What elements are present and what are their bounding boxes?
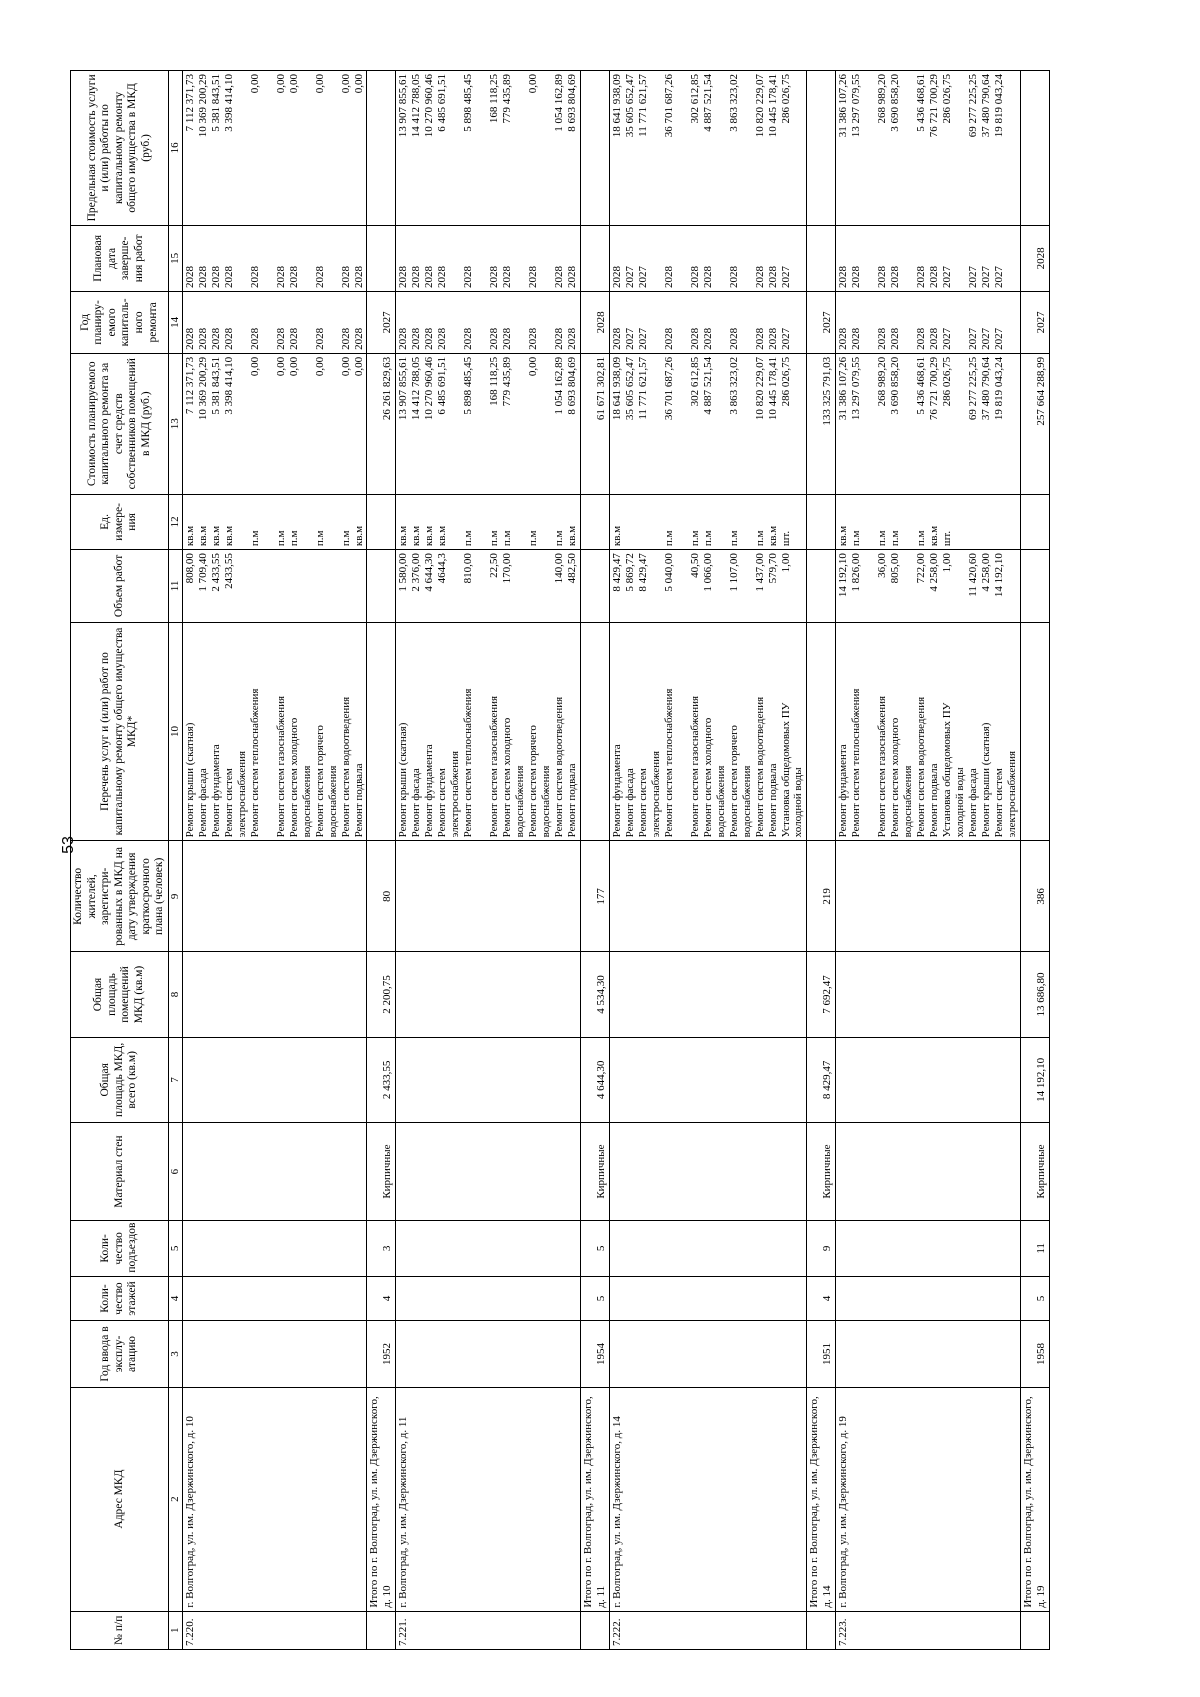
empty-cell — [1020, 71, 1049, 226]
residents-count: 80 — [367, 841, 396, 952]
empty-cell — [367, 1611, 396, 1649]
volume-list — [836, 550, 1021, 623]
entrances-count: 3 — [367, 1221, 396, 1276]
volume-list-text: 8 429,47 5 869,72 8 429,47 5 040,00 40,50 1 066,00 1 107,00 1 437,00 579,70 1,00 — [610, 553, 792, 592]
empty-cell — [580, 550, 609, 623]
total-row — [1020, 71, 1049, 1650]
limit-list — [609, 71, 807, 226]
total-label: Итого по г. Волгоград, ул. им. Дзержинского, д. 19 — [1020, 1387, 1049, 1611]
wall-material: Кирпичные — [580, 1123, 609, 1221]
empty-cell — [609, 952, 807, 1037]
table-row — [396, 71, 581, 1650]
total-row — [367, 71, 396, 1650]
year-list-text: 2028 2028 2028 2028 2028 2028 2028 2028 2028 2028 — [183, 327, 365, 350]
total-year: 2028 — [580, 291, 609, 353]
empty-cell — [367, 550, 396, 623]
volume-list-text: 14 192,10 1 826,00 36,00 805,00 722,00 4 258,00 1,00 11 420,60 4 258,00 14 192,10 — [837, 553, 1005, 598]
units-list — [836, 494, 1021, 549]
area-rooms: 13 686,80 — [1020, 952, 1049, 1037]
area-total: 2 433,55 — [367, 1037, 396, 1122]
capital-repair-table — [70, 70, 1050, 1650]
header-cell: Количество жителей, зарегистри- рованных в МКД на дату утверждения краткосрочного плана (человек) — [71, 841, 169, 952]
header-cell: Объем работ — [71, 550, 169, 623]
empty-cell — [182, 1221, 367, 1276]
empty-cell — [807, 71, 836, 226]
cost-list — [182, 353, 367, 494]
column-number: 1 — [168, 1611, 182, 1649]
empty-cell — [836, 1037, 1021, 1122]
column-number: 2 — [168, 1387, 182, 1611]
empty-cell — [367, 225, 396, 291]
column-number: 7 — [168, 1037, 182, 1122]
volume-list-text: 1 580,00 2 376,00 4 644,30 4644,3 810,00 22,50 170,00 140,00 482,50 — [397, 553, 578, 592]
end-date-list — [182, 225, 367, 291]
address-cell-text: г. Волгоград, ул. им. Дзержинского, д. 10 — [183, 1416, 196, 1608]
end-date-list-text: 2028 2028 2028 2028 2028 2028 2028 2028 2028 2028 — [397, 265, 578, 288]
table-row — [182, 71, 367, 1650]
empty-cell — [367, 622, 396, 841]
empty-cell — [367, 71, 396, 226]
area-rooms: 2 200,75 — [367, 952, 396, 1037]
total-cost: 26 261 829,63 — [367, 353, 396, 494]
empty-cell — [396, 1037, 581, 1122]
end-date-list-text: 2028 2027 2027 2028 2028 2028 2028 2028 2028 2027 — [610, 265, 792, 288]
row-number — [182, 1611, 367, 1649]
empty-cell — [396, 1221, 581, 1276]
end-date-list — [836, 225, 1021, 291]
cost-list — [836, 353, 1021, 494]
column-number: 13 — [168, 353, 182, 494]
limit-list — [396, 71, 581, 226]
header-cell: Плановая дата заверше- ния работ — [71, 225, 169, 291]
header-cell: Материал стен — [71, 1123, 169, 1221]
limit-list-text: 13 907 855,61 14 412 788,05 10 270 960,46 6 485 691,51 5 898 485,45 168 118,25 779 435,89 0,00 1 054 162,89 8 693 804,69 — [397, 74, 578, 138]
header-cell: № п/п — [71, 1611, 169, 1649]
address-cell-text: г. Волгоград, ул. им. Дзержинского, д. 14 — [610, 1416, 623, 1608]
address-cell-text: г. Волгоград, ул. им. Дзержинского, д. 19 — [837, 1416, 850, 1608]
column-number: 11 — [168, 550, 182, 623]
column-number: 12 — [168, 494, 182, 549]
year-list-text: 2028 2027 2027 2028 2028 2028 2028 2028 2028 2027 — [610, 327, 792, 350]
volume-list-text: 808,00 1 709,40 2 433,55 2433,55 — [183, 553, 235, 592]
end-date-list — [396, 225, 581, 291]
empty-cell — [807, 225, 836, 291]
total-cost: 257 664 288,99 — [1020, 353, 1049, 494]
header-cell: Год ввода в эксплу- атацию — [71, 1321, 169, 1387]
residents-count: 386 — [1020, 841, 1049, 952]
empty-cell — [396, 841, 581, 952]
row-number — [396, 1611, 581, 1649]
header-cell: Общая площадь МКД, всего (кв.м) — [71, 1037, 169, 1122]
empty-cell — [1020, 622, 1049, 841]
total-row — [807, 71, 836, 1650]
works-list — [182, 622, 367, 841]
limit-list-text: 31 386 107,26 13 297 079,55 268 989,20 3 690 858,20 5 436 468,61 76 721 700,29 286 026,75 69 277 225,25 37 480 790,64 19 819 043,24 — [837, 74, 1005, 138]
table-body — [182, 71, 1049, 1650]
entrances-count: 9 — [807, 1221, 836, 1276]
year-list — [182, 291, 367, 353]
wall-material: Кирпичные — [1020, 1123, 1049, 1221]
address-cell — [396, 1387, 581, 1611]
year-built: 1954 — [580, 1321, 609, 1387]
works-list-text: Ремонт фундамента Ремонт фасада Ремонт систем электроснабжения Ремонт систем теплоснабжения Ремонт систем газоснабжения Ремонт систем холодного водоснабжения Ремонт систем горячего водоснабжения Ремонт систем водоотведения Ремонт подвала Установка общедомовых ПУ холодной воды — [610, 688, 805, 838]
empty-cell — [182, 1123, 367, 1221]
column-number: 9 — [168, 841, 182, 952]
end-date-list-text: 2028 2028 2028 2028 2028 2028 2027 2027 2027 2027 — [837, 265, 1005, 288]
row-number-text: 7.221. — [397, 1618, 410, 1646]
row-number-text: 7.222. — [610, 1618, 623, 1646]
empty-cell — [836, 1276, 1021, 1321]
year-list-text: 2028 2028 2028 2028 2028 2028 2027 2027 2027 2027 — [837, 327, 1005, 350]
empty-cell — [396, 1321, 581, 1387]
header-cell: Коли- чество этажей — [71, 1276, 169, 1321]
limit-list-text: 7 112 371,73 10 369 200,29 5 381 843,51 3 398 414,10 0,00 0,00 0,00 0,00 0,00 0,00 — [183, 74, 365, 138]
total-label: Итого по г. Волгоград, ул. им. Дзержинского, д. 10 — [367, 1387, 396, 1611]
header-cell: Стоимость планируемого капитального ремонта за счет средств собственников помещений в МКД (руб.) — [71, 353, 169, 494]
works-list-text: Ремонт крыши (скатная) Ремонт фасада Ремонт фундамента Ремонт систем электроснабжения Ремонт систем теплоснабжения Ремонт систем газоснабжения Ремонт систем холодного водоснабжения Ремонт систем горячего водоснабжения Ремонт систем водоотведения Ремонт подвала — [397, 688, 578, 838]
header-cell: Адрес МКД — [71, 1387, 169, 1611]
empty-cell — [182, 1321, 367, 1387]
units-list-text: кв.м п.м п.м п.м п.м п.м кв.м шт. — [610, 525, 792, 547]
end-date-list-text: 2028 2028 2028 2028 2028 2028 2028 2028 2028 2028 — [183, 265, 365, 288]
header-cell: Перечень услуг и (или) работ по капитальному ремонту общего имущества МКД* — [71, 622, 169, 841]
empty-cell — [182, 1037, 367, 1122]
header-cell: Общая площадь помещений МКД (кв.м) — [71, 952, 169, 1037]
empty-cell — [609, 841, 807, 952]
empty-cell — [580, 71, 609, 226]
address-cell-text: г. Волгоград, ул. им. Дзержинского, д. 11 — [397, 1416, 410, 1608]
total-end-date: 2028 — [1020, 225, 1049, 291]
limit-list — [182, 71, 367, 226]
floors-count: 5 — [1020, 1276, 1049, 1321]
entrances-count: 5 — [580, 1221, 609, 1276]
column-number: 5 — [168, 1221, 182, 1276]
column-number: 4 — [168, 1276, 182, 1321]
row-number — [836, 1611, 1021, 1649]
area-total: 8 429,47 — [807, 1037, 836, 1122]
empty-cell — [609, 1276, 807, 1321]
units-list-text: кв.м кв.м кв.м кв.м п.м п.м п.м п.м п.м кв.м — [183, 525, 365, 547]
cost-list-text: 18 641 938,09 35 605 652,47 11 771 621,57 36 701 687,26 302 612,85 4 887 521,54 3 863 323,02 10 820 229,07 10 445 178,41 286 026,75 — [610, 356, 792, 421]
empty-cell — [580, 622, 609, 841]
works-list-text: Ремонт фундамента Ремонт систем теплоснабжения Ремонт систем газоснабжения Ремонт систем холодного водоснабжения Ремонт систем водоотведения Ремонт подвала Установка общедомовых ПУ холодной воды Ремонт фасада Ремонт крыши (скатная) Ремонт систем электроснабжения — [837, 688, 1018, 838]
year-list — [836, 291, 1021, 353]
residents-count: 177 — [580, 841, 609, 952]
year-built: 1952 — [367, 1321, 396, 1387]
year-list — [396, 291, 581, 353]
entrances-count: 11 — [1020, 1221, 1049, 1276]
limit-list — [836, 71, 1021, 226]
empty-cell — [396, 952, 581, 1037]
empty-cell — [396, 1123, 581, 1221]
column-number: 15 — [168, 225, 182, 291]
header-cell: Ед. измере- ния — [71, 494, 169, 549]
wall-material: Кирпичные — [367, 1123, 396, 1221]
cost-list — [609, 353, 807, 494]
total-year: 2027 — [807, 291, 836, 353]
empty-cell — [182, 841, 367, 952]
year-list — [609, 291, 807, 353]
total-cost: 61 671 302,81 — [580, 353, 609, 494]
volume-list — [609, 550, 807, 623]
units-list — [182, 494, 367, 549]
header-cell: Год планиру- емого капиталь- ного ремонта — [71, 291, 169, 353]
floors-count: 5 — [580, 1276, 609, 1321]
empty-cell — [807, 622, 836, 841]
floors-count: 4 — [807, 1276, 836, 1321]
table-row — [609, 71, 807, 1650]
page-number: 53 — [59, 836, 77, 854]
row-number-text: 7.220. — [183, 1618, 196, 1646]
area-total: 14 192,10 — [1020, 1037, 1049, 1122]
units-list — [609, 494, 807, 549]
header-row — [71, 71, 169, 1650]
empty-cell — [836, 1221, 1021, 1276]
total-label: Итого по г. Волгоград, ул. им. Дзержинского, д. 11 — [580, 1387, 609, 1611]
address-cell — [182, 1387, 367, 1611]
empty-cell — [580, 225, 609, 291]
empty-cell — [1020, 550, 1049, 623]
empty-cell — [609, 1321, 807, 1387]
empty-cell — [609, 1037, 807, 1122]
empty-cell — [1020, 1611, 1049, 1649]
works-list — [396, 622, 581, 841]
works-list — [609, 622, 807, 841]
empty-cell — [182, 952, 367, 1037]
total-cost: 133 325 791,03 — [807, 353, 836, 494]
empty-cell — [580, 1611, 609, 1649]
empty-cell — [836, 841, 1021, 952]
address-cell — [836, 1387, 1021, 1611]
year-built: 1951 — [807, 1321, 836, 1387]
empty-cell — [807, 494, 836, 549]
units-list — [396, 494, 581, 549]
empty-cell — [182, 1276, 367, 1321]
column-number: 6 — [168, 1123, 182, 1221]
year-built: 1958 — [1020, 1321, 1049, 1387]
empty-cell — [807, 1611, 836, 1649]
table-row — [836, 71, 1021, 1650]
cost-list-text: 7 112 371,73 10 369 200,29 5 381 843,51 3 398 414,10 0,00 0,00 0,00 0,00 0,00 0,00 — [183, 356, 365, 421]
total-year: 2027 — [367, 291, 396, 353]
total-row — [580, 71, 609, 1650]
empty-cell — [836, 1321, 1021, 1387]
limit-list-text: 18 641 938,09 35 605 652,47 11 771 621,57 36 701 687,26 302 612,85 4 887 521,54 3 863 323,02 10 820 229,07 10 445 178,41 286 026,75 — [610, 74, 792, 138]
works-list — [836, 622, 1021, 841]
header-cell: Предельная стоимость услуги и (или) работы по капитальному ремонту общего имущества в МКД (руб.) — [71, 71, 169, 226]
empty-cell — [1020, 494, 1049, 549]
column-number: 14 — [168, 291, 182, 353]
column-number: 16 — [168, 71, 182, 226]
floors-count: 4 — [367, 1276, 396, 1321]
cost-list-text: 31 386 107,26 13 297 079,55 268 989,20 3 690 858,20 5 436 468,61 76 721 700,29 286 026,75 69 277 225,25 37 480 790,64 19 819 043,24 — [837, 356, 1005, 421]
total-label: Итого по г. Волгоград, ул. им. Дзержинского, д. 14 — [807, 1387, 836, 1611]
address-cell — [609, 1387, 807, 1611]
total-year: 2027 — [1020, 291, 1049, 353]
area-rooms: 7 692,47 — [807, 952, 836, 1037]
empty-cell — [367, 494, 396, 549]
residents-count: 219 — [807, 841, 836, 952]
column-number: 3 — [168, 1321, 182, 1387]
empty-cell — [836, 952, 1021, 1037]
wall-material: Кирпичные — [807, 1123, 836, 1221]
volume-list — [182, 550, 367, 623]
units-list-text: кв.м кв.м кв.м кв.м п.м п.м п.м п.м п.м кв.м — [397, 525, 578, 547]
area-total: 4 644,30 — [580, 1037, 609, 1122]
end-date-list — [609, 225, 807, 291]
year-list-text: 2028 2028 2028 2028 2028 2028 2028 2028 2028 2028 — [397, 327, 578, 350]
rotated-table-container — [70, 70, 1170, 1650]
empty-cell — [609, 1221, 807, 1276]
volume-list — [396, 550, 581, 623]
works-list-text: Ремонт крыши (скатная) Ремонт фасада Ремонт фундамента Ремонт систем электроснабжения Ремонт систем теплоснабжения Ремонт систем газоснабжения Ремонт систем холодного водоснабжения Ремонт систем горячего водоснабжения Ремонт систем водоотведения Ремонт подвала — [183, 688, 365, 838]
column-number-row — [168, 71, 182, 1650]
header-cell: Коли- чество подъездов — [71, 1221, 169, 1276]
empty-cell — [609, 1123, 807, 1221]
row-number — [609, 1611, 807, 1649]
empty-cell — [807, 550, 836, 623]
row-number-text: 7.223. — [837, 1618, 850, 1646]
column-number: 10 — [168, 622, 182, 841]
area-rooms: 4 534,30 — [580, 952, 609, 1037]
column-number: 8 — [168, 952, 182, 1037]
cost-list-text: 13 907 855,61 14 412 788,05 10 270 960,46 6 485 691,51 5 898 485,45 168 118,25 779 435,89 0,00 1 054 162,89 8 693 804,69 — [397, 356, 578, 421]
units-list-text: кв.м п.м п.м п.м п.м кв.м шт. — [837, 525, 954, 547]
cost-list — [396, 353, 581, 494]
empty-cell — [396, 1276, 581, 1321]
empty-cell — [836, 1123, 1021, 1221]
empty-cell — [580, 494, 609, 549]
